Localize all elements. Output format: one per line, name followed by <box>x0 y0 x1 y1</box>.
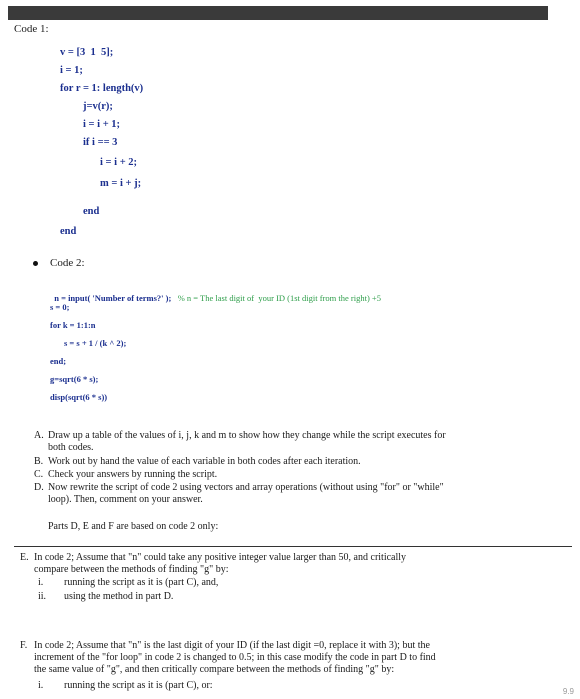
code1-line: if i == 3 <box>83 137 118 148</box>
parts-note: Parts D, E and F are based on code 2 only: <box>48 521 219 532</box>
top-dark-bar <box>8 6 548 20</box>
code2-line: s = s + 1 / (k ^ 2); <box>64 338 127 348</box>
code1-line: for r = 1: length(v) <box>60 83 144 94</box>
question-b <box>34 456 361 468</box>
code1-line: end <box>83 206 100 217</box>
question-text: Check your answers by running the script. <box>48 469 218 480</box>
question-text: loop). Then, comment on your answer. <box>48 494 203 505</box>
code2-line: end; <box>50 356 67 366</box>
code2-line: for k = 1:1:n <box>50 320 96 330</box>
question-label: i. <box>38 577 44 588</box>
question-text: using the method in part D. <box>64 591 174 602</box>
question-text: In code 2; Assume that "n" is the last digit of your ID (if the last digit =0, replace it with 3); but the <box>34 640 430 651</box>
code2-comment: % n = The last digit of your ID (1st digit from the right) +5 <box>177 293 381 303</box>
question-d <box>34 482 444 506</box>
question-text: running the script as it is (part C), or: <box>64 680 213 691</box>
question-text: Draw up a table of the values of i, j, k and m to show how they change while the script executes for <box>48 430 446 441</box>
question-text: increment of the "for loop" in code 2 is changed to 0.5; in this case modify the code in part D to find <box>34 652 436 663</box>
question-label: E. <box>20 552 29 563</box>
question-text: Now rewrite the script of code 2 using vectors and array operations (without using "for" or "while" <box>48 482 444 493</box>
question-a <box>34 430 446 454</box>
code1-line: m = i + j; <box>100 178 142 189</box>
question-label: B. <box>34 456 44 467</box>
question-label: F. <box>20 640 28 651</box>
question-f-i <box>38 680 213 692</box>
code2-input-line: n = input( 'Number of terms?' ); <box>54 293 172 303</box>
code1-line: i = i + 2; <box>100 157 138 168</box>
code2-line: disp(sqrt(6 * s)) <box>50 392 108 402</box>
code1-line: i = 1; <box>60 65 83 76</box>
code1-line: v = [3 1 5]; <box>60 47 114 58</box>
question-text: compare between the methods of finding "g" by: <box>34 564 229 575</box>
code2-line: g=sqrt(6 * s); <box>50 374 99 384</box>
question-text: both codes. <box>48 442 94 453</box>
question-text: In code 2; Assume that "n" could take any positive integer value larger than 50, and critically <box>34 552 407 563</box>
question-label: D. <box>34 482 44 493</box>
question-f <box>20 640 436 676</box>
code1-heading: Code 1: <box>14 23 49 35</box>
code1-line: end <box>60 226 77 237</box>
code2-heading: Code 2: <box>50 257 85 269</box>
code1-line: j=v(r); <box>83 101 113 112</box>
question-label: ii. <box>38 591 47 602</box>
section-divider <box>14 546 572 547</box>
question-e-ii <box>38 591 173 603</box>
question-label: C. <box>34 469 44 480</box>
code1-line: i = i + 1; <box>83 119 121 130</box>
question-label: A. <box>34 430 44 441</box>
code2-line <box>50 283 381 303</box>
question-e-i <box>38 577 218 589</box>
question-label: i. <box>38 680 44 691</box>
question-text: the same value of "g", and then critically compare between the methods of finding "g" by: <box>34 664 395 675</box>
code2-line: s = 0; <box>50 302 70 312</box>
question-e <box>20 552 406 576</box>
question-c <box>34 469 217 481</box>
bullet-icon <box>33 261 38 266</box>
corner-mark: 9.9 <box>562 687 574 696</box>
question-text: running the script as it is (part C), and, <box>64 577 219 588</box>
question-text: Work out by hand the value of each variable in both codes after each iteration. <box>48 456 361 467</box>
